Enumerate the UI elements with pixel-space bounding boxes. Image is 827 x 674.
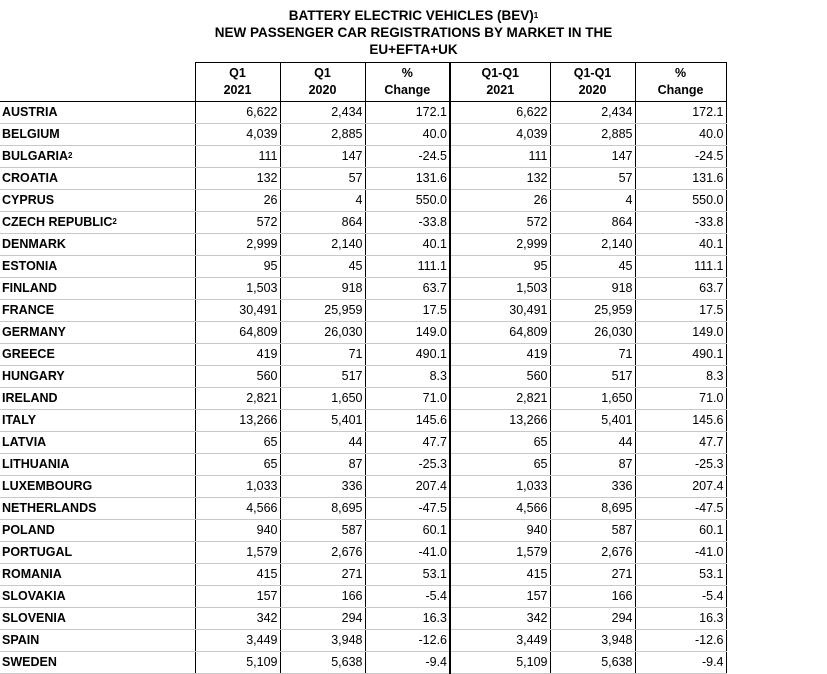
value-cell: 149.0 — [635, 322, 726, 344]
value-cell: 111.1 — [365, 256, 450, 278]
value-cell: 131.6 — [365, 168, 450, 190]
value-cell: 111 — [450, 146, 550, 168]
value-cell: 294 — [280, 608, 365, 630]
table-row — [0, 652, 726, 674]
value-cell: -24.5 — [635, 146, 726, 168]
value-cell: 40.0 — [365, 124, 450, 146]
value-cell: 40.0 — [635, 124, 726, 146]
value-cell: 517 — [550, 366, 635, 388]
value-cell: 4,039 — [195, 124, 280, 146]
table-row — [0, 168, 726, 190]
value-cell: 47.7 — [365, 432, 450, 454]
value-cell: -33.8 — [365, 212, 450, 234]
value-cell: 3,449 — [195, 630, 280, 652]
value-cell: -47.5 — [365, 498, 450, 520]
table-row — [0, 454, 726, 476]
value-cell: 1,033 — [195, 476, 280, 498]
value-cell: 5,638 — [550, 652, 635, 674]
table-subtitle: NEW PASSENGER CAR REGISTRATIONS BY MARKET IN THE EU+EFTA+UK — [214, 25, 613, 57]
country-name: AUSTRIA — [0, 102, 195, 124]
table-title-line1: BATTERY ELECTRIC VEHICLES (BEV) — [288, 8, 534, 23]
value-cell: 71.0 — [365, 388, 450, 410]
value-cell: 71.0 — [635, 388, 726, 410]
value-cell: -25.3 — [365, 454, 450, 476]
value-cell: 1,503 — [195, 278, 280, 300]
value-cell: 47.7 — [635, 432, 726, 454]
value-cell: 1,033 — [450, 476, 550, 498]
value-cell: 63.7 — [365, 278, 450, 300]
value-cell: 57 — [280, 168, 365, 190]
value-cell: 336 — [550, 476, 635, 498]
country-header — [0, 63, 195, 102]
table-row — [0, 520, 726, 542]
table-row — [0, 498, 726, 520]
value-cell: 271 — [550, 564, 635, 586]
value-cell: 1,650 — [280, 388, 365, 410]
value-cell: 64,809 — [450, 322, 550, 344]
value-cell: 166 — [550, 586, 635, 608]
country-name: FRANCE — [0, 300, 195, 322]
column-header: Q1 2021 — [195, 63, 280, 102]
country-name: FINLAND — [0, 278, 195, 300]
registrations-table — [0, 62, 727, 674]
country-name: GREECE — [0, 344, 195, 366]
value-cell: 157 — [450, 586, 550, 608]
value-cell: 5,109 — [195, 652, 280, 674]
value-cell: 490.1 — [635, 344, 726, 366]
value-cell: 490.1 — [365, 344, 450, 366]
value-cell: 207.4 — [635, 476, 726, 498]
value-cell: 53.1 — [365, 564, 450, 586]
value-cell: -5.4 — [635, 586, 726, 608]
country-name: CROATIA — [0, 168, 195, 190]
value-cell: 30,491 — [450, 300, 550, 322]
value-cell: 26 — [195, 190, 280, 212]
value-cell: 25,959 — [280, 300, 365, 322]
value-cell: 111 — [195, 146, 280, 168]
footnote-marker: 2 — [112, 217, 117, 226]
value-cell: 6,622 — [450, 102, 550, 124]
value-cell: 53.1 — [635, 564, 726, 586]
country-name: SLOVAKIA — [0, 586, 195, 608]
value-cell: 95 — [195, 256, 280, 278]
value-cell: 166 — [280, 586, 365, 608]
country-name: BELGIUM — [0, 124, 195, 146]
title-footnote-marker: 1 — [533, 11, 539, 20]
value-cell: 4 — [280, 190, 365, 212]
country-name: LUXEMBOURG — [0, 476, 195, 498]
column-header: Q1 2020 — [280, 63, 365, 102]
value-cell: 572 — [450, 212, 550, 234]
country-name: CYPRUS — [0, 190, 195, 212]
value-cell: 940 — [195, 520, 280, 542]
value-cell: 419 — [450, 344, 550, 366]
value-cell: 25,959 — [550, 300, 635, 322]
value-cell: 918 — [550, 278, 635, 300]
table-row — [0, 102, 726, 124]
value-cell: 3,449 — [450, 630, 550, 652]
value-cell: 57 — [550, 168, 635, 190]
value-cell: 550.0 — [635, 190, 726, 212]
value-cell: 550.0 — [365, 190, 450, 212]
value-cell: 336 — [280, 476, 365, 498]
table-row — [0, 300, 726, 322]
value-cell: 2,434 — [280, 102, 365, 124]
country-name: HUNGARY — [0, 366, 195, 388]
value-cell: 13,266 — [450, 410, 550, 432]
value-cell: 1,503 — [450, 278, 550, 300]
value-cell: 60.1 — [635, 520, 726, 542]
value-cell: 8.3 — [635, 366, 726, 388]
value-cell: 63.7 — [635, 278, 726, 300]
value-cell: 587 — [280, 520, 365, 542]
value-cell: 40.1 — [635, 234, 726, 256]
value-cell: 2,999 — [195, 234, 280, 256]
value-cell: 342 — [195, 608, 280, 630]
value-cell: 13,266 — [195, 410, 280, 432]
value-cell: 17.5 — [635, 300, 726, 322]
value-cell: 8,695 — [550, 498, 635, 520]
table-body — [0, 102, 726, 674]
country-name: ROMANIA — [0, 564, 195, 586]
table-row — [0, 190, 726, 212]
country-name: POLAND — [0, 520, 195, 542]
value-cell: -41.0 — [635, 542, 726, 564]
column-header: Q1-Q1 2020 — [550, 63, 635, 102]
value-cell: 3,948 — [280, 630, 365, 652]
value-cell: 4 — [550, 190, 635, 212]
column-header: % Change — [635, 63, 726, 102]
value-cell: 87 — [280, 454, 365, 476]
country-name: SPAIN — [0, 630, 195, 652]
value-cell: 8.3 — [365, 366, 450, 388]
table-row — [0, 146, 726, 168]
table-title — [0, 0, 617, 24]
value-cell: 415 — [195, 564, 280, 586]
value-cell: -12.6 — [635, 630, 726, 652]
value-cell: 16.3 — [365, 608, 450, 630]
value-cell: 26,030 — [280, 322, 365, 344]
country-name: CZECH REPUBLIC$^2$ — [0, 212, 195, 234]
value-cell: 8,695 — [280, 498, 365, 520]
value-cell: 864 — [550, 212, 635, 234]
value-cell: 2,999 — [450, 234, 550, 256]
table-row — [0, 278, 726, 300]
value-cell: 2,140 — [280, 234, 365, 256]
value-cell: 40.1 — [365, 234, 450, 256]
table-row — [0, 344, 726, 366]
value-cell: 145.6 — [365, 410, 450, 432]
country-name: GERMANY — [0, 322, 195, 344]
value-cell: 4,566 — [450, 498, 550, 520]
country-name: ESTONIA — [0, 256, 195, 278]
value-cell: 2,885 — [550, 124, 635, 146]
value-cell: 172.1 — [365, 102, 450, 124]
value-cell: -5.4 — [365, 586, 450, 608]
table-row — [0, 388, 726, 410]
country-name: LITHUANIA — [0, 454, 195, 476]
value-cell: 5,109 — [450, 652, 550, 674]
table-row — [0, 432, 726, 454]
table-row — [0, 410, 726, 432]
value-cell: 149.0 — [365, 322, 450, 344]
value-cell: 587 — [550, 520, 635, 542]
table-row — [0, 234, 726, 256]
value-cell: 2,676 — [280, 542, 365, 564]
value-cell: 132 — [450, 168, 550, 190]
footnote-marker: 2 — [67, 151, 73, 160]
value-cell: 157 — [195, 586, 280, 608]
value-cell: 65 — [450, 454, 550, 476]
value-cell: 145.6 — [635, 410, 726, 432]
table-row — [0, 542, 726, 564]
value-cell: 572 — [195, 212, 280, 234]
country-name: IRELAND — [0, 388, 195, 410]
value-cell: 294 — [550, 608, 635, 630]
value-cell: 271 — [280, 564, 365, 586]
value-cell: 30,491 — [195, 300, 280, 322]
table-row — [0, 564, 726, 586]
value-cell: 64,809 — [195, 322, 280, 344]
value-cell: 940 — [450, 520, 550, 542]
value-cell: -9.4 — [635, 652, 726, 674]
value-cell: -33.8 — [635, 212, 726, 234]
value-cell: -12.6 — [365, 630, 450, 652]
value-cell: 44 — [280, 432, 365, 454]
value-cell: 1,650 — [550, 388, 635, 410]
value-cell: 5,401 — [280, 410, 365, 432]
value-cell: 1,579 — [195, 542, 280, 564]
table-row — [0, 256, 726, 278]
value-cell: 6,622 — [195, 102, 280, 124]
value-cell: 87 — [550, 454, 635, 476]
value-cell: 65 — [195, 432, 280, 454]
value-cell: -47.5 — [635, 498, 726, 520]
table-row — [0, 608, 726, 630]
value-cell: 864 — [280, 212, 365, 234]
value-cell: 5,401 — [550, 410, 635, 432]
value-cell: 560 — [450, 366, 550, 388]
value-cell: 2,140 — [550, 234, 635, 256]
value-cell: 71 — [280, 344, 365, 366]
value-cell: 132 — [195, 168, 280, 190]
value-cell: -24.5 — [365, 146, 450, 168]
table-row — [0, 630, 726, 652]
value-cell: 131.6 — [635, 168, 726, 190]
column-header: % Change — [365, 63, 450, 102]
table-row — [0, 586, 726, 608]
value-cell: 2,821 — [450, 388, 550, 410]
table-row — [0, 212, 726, 234]
value-cell: 45 — [550, 256, 635, 278]
value-cell: 95 — [450, 256, 550, 278]
table-row — [0, 366, 726, 388]
value-cell: 26,030 — [550, 322, 635, 344]
value-cell: 147 — [280, 146, 365, 168]
country-name: SLOVENIA — [0, 608, 195, 630]
value-cell: 65 — [450, 432, 550, 454]
value-cell: 16.3 — [635, 608, 726, 630]
value-cell: 4,566 — [195, 498, 280, 520]
value-cell: 5,638 — [280, 652, 365, 674]
value-cell: 172.1 — [635, 102, 726, 124]
value-cell: 918 — [280, 278, 365, 300]
value-cell: 1,579 — [450, 542, 550, 564]
value-cell: -25.3 — [635, 454, 726, 476]
country-name: ITALY — [0, 410, 195, 432]
table-row — [0, 476, 726, 498]
value-cell: 44 — [550, 432, 635, 454]
value-cell: 71 — [550, 344, 635, 366]
value-cell: 60.1 — [365, 520, 450, 542]
value-cell: -9.4 — [365, 652, 450, 674]
country-name: LATVIA — [0, 432, 195, 454]
country-name: SWEDEN — [0, 652, 195, 674]
value-cell: 2,821 — [195, 388, 280, 410]
country-name: NETHERLANDS — [0, 498, 195, 520]
country-name: BULGARIA$^2$ — [0, 146, 195, 168]
value-cell: -41.0 — [365, 542, 450, 564]
value-cell: 342 — [450, 608, 550, 630]
value-cell: 3,948 — [550, 630, 635, 652]
value-cell: 560 — [195, 366, 280, 388]
country-name: PORTUGAL — [0, 542, 195, 564]
country-name: DENMARK — [0, 234, 195, 256]
value-cell: 17.5 — [365, 300, 450, 322]
value-cell: 65 — [195, 454, 280, 476]
value-cell: 415 — [450, 564, 550, 586]
value-cell: 2,434 — [550, 102, 635, 124]
value-cell: 2,676 — [550, 542, 635, 564]
value-cell: 4,039 — [450, 124, 550, 146]
value-cell: 419 — [195, 344, 280, 366]
header-row — [0, 63, 726, 102]
table-row — [0, 322, 726, 344]
value-cell: 147 — [550, 146, 635, 168]
value-cell: 517 — [280, 366, 365, 388]
table-row — [0, 124, 726, 146]
value-cell: 207.4 — [365, 476, 450, 498]
value-cell: 45 — [280, 256, 365, 278]
column-header: Q1-Q1 2021 — [450, 63, 550, 102]
value-cell: 2,885 — [280, 124, 365, 146]
value-cell: 26 — [450, 190, 550, 212]
value-cell: 111.1 — [635, 256, 726, 278]
